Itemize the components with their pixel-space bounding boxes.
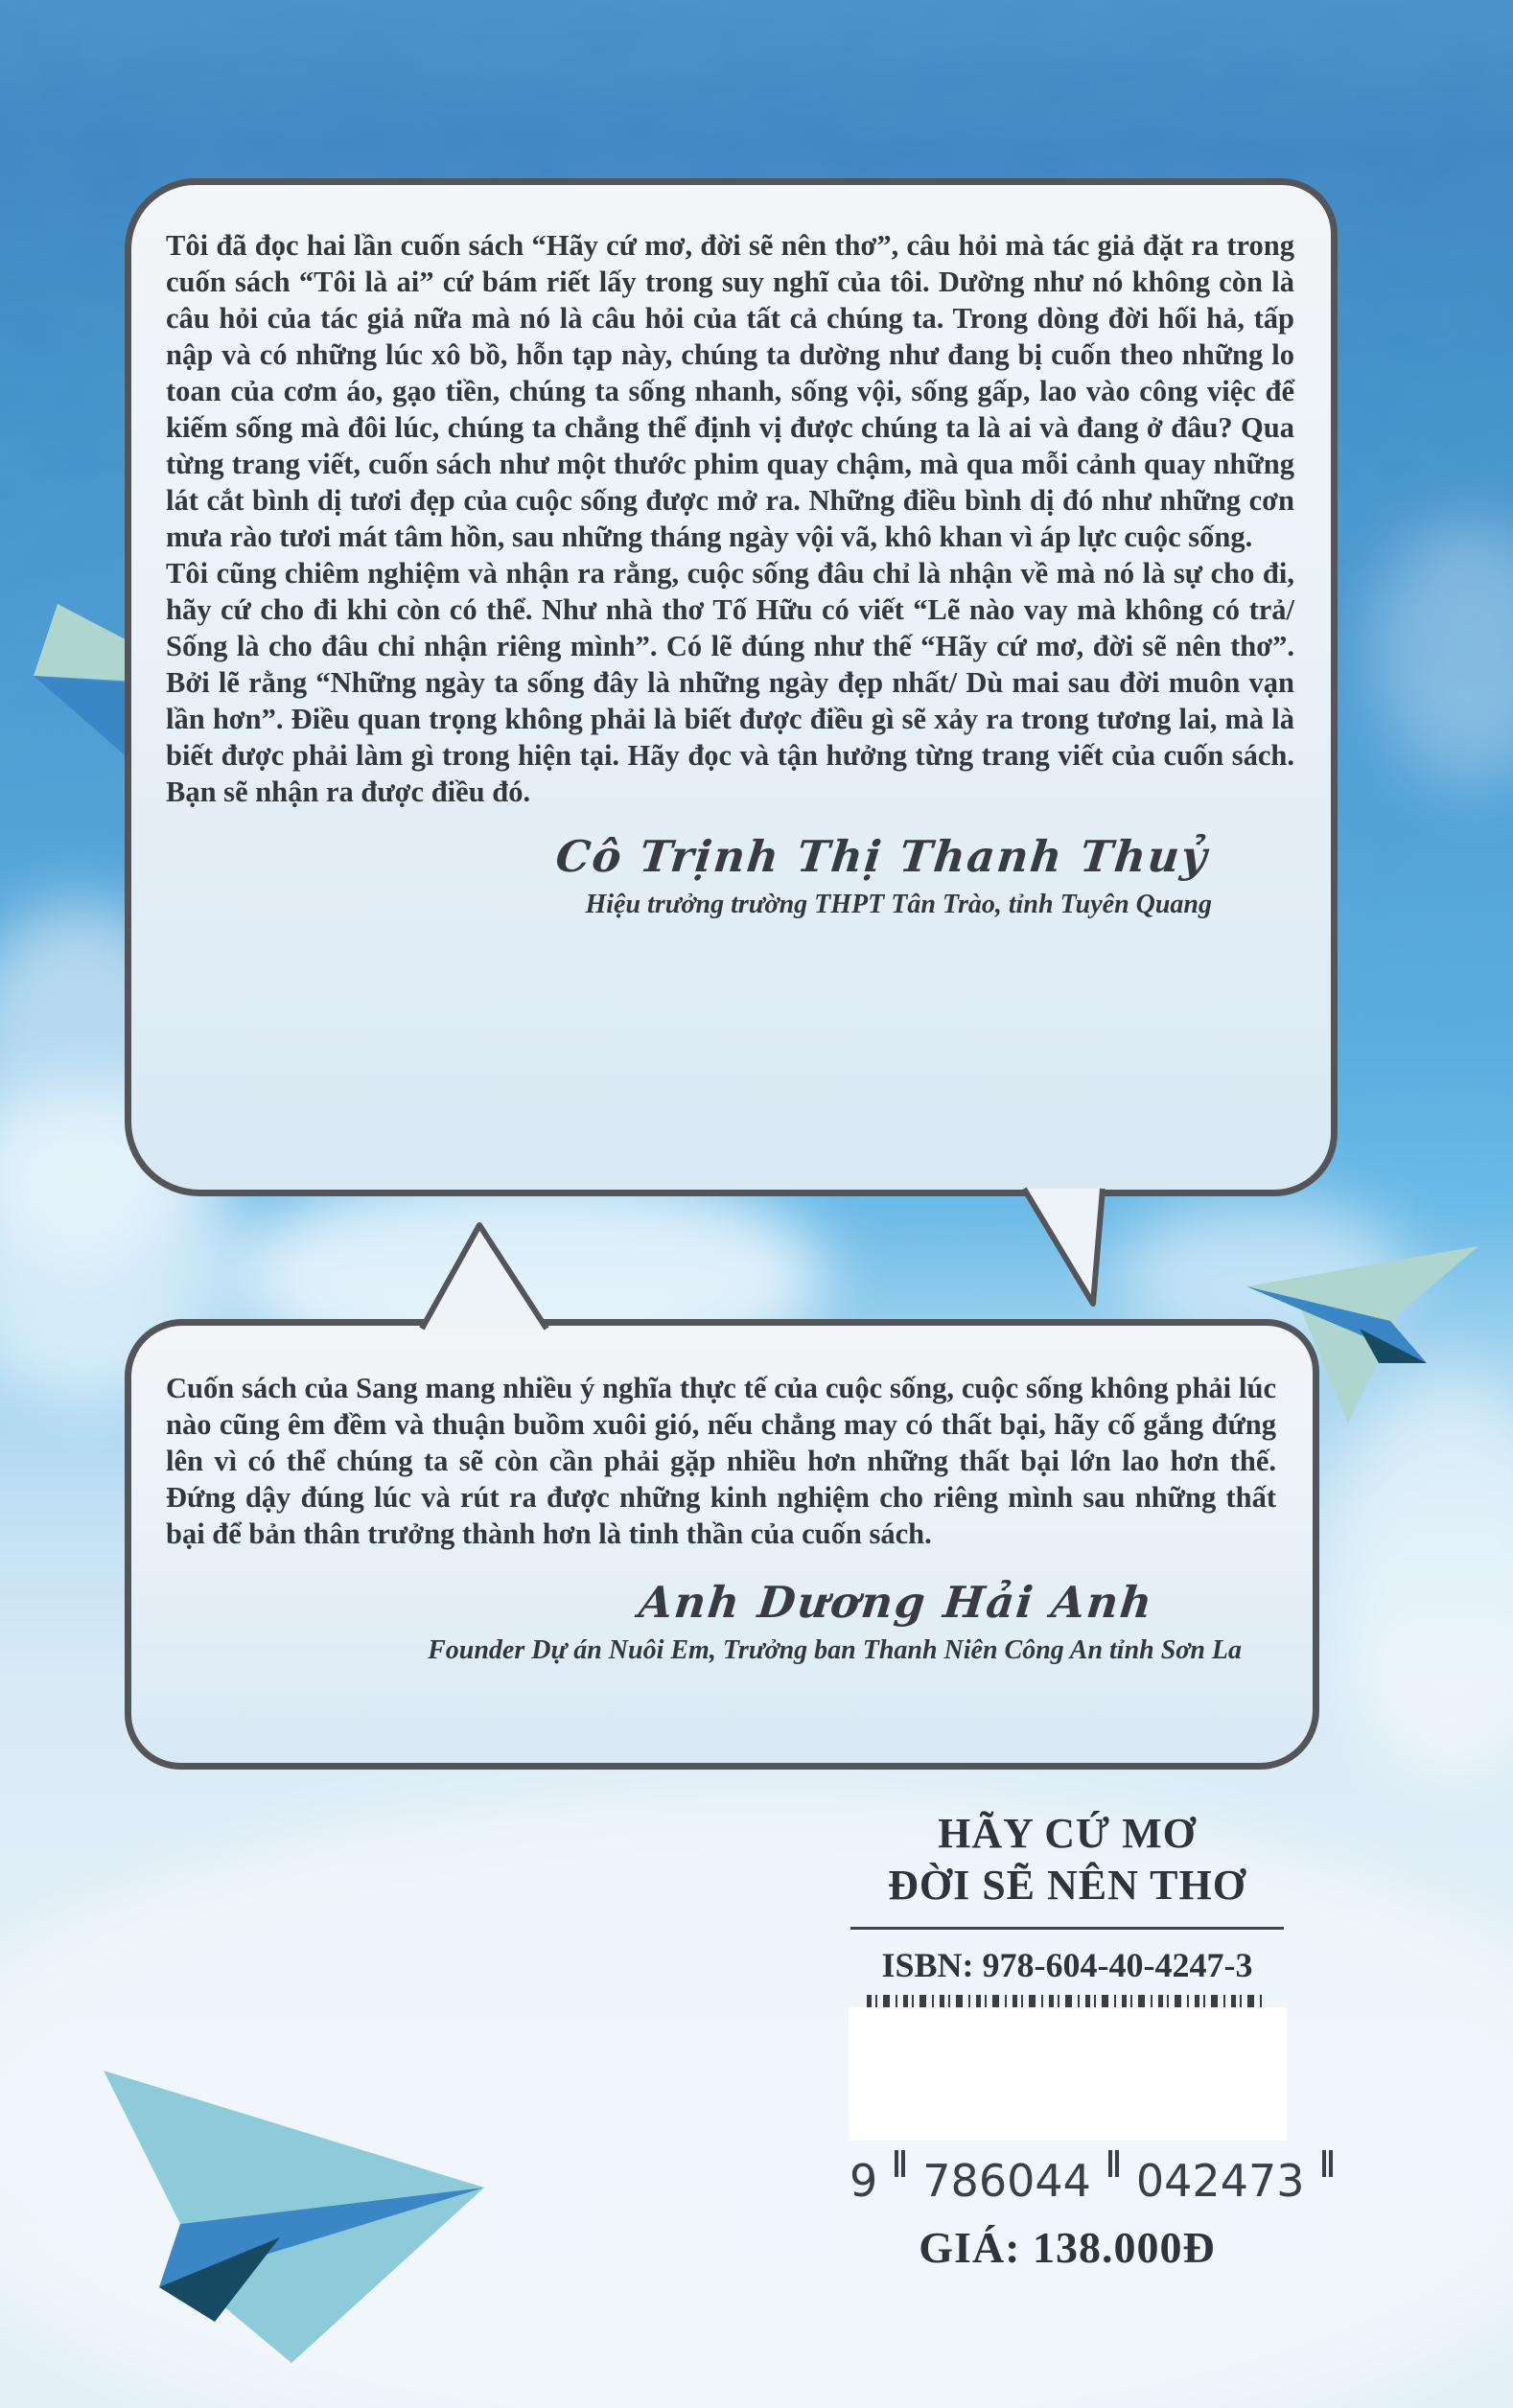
testimonial-1-paragraph-1: Tôi đã đọc hai lần cuốn sách “Hãy cứ mơ, đời sẽ nên thơ”, câu hỏi mà tác giả đặt ra trong cuốn sách “Tôi là ai” cứ bám riết lấy trong suy nghĩ của tôi. Dường như nó không còn là câu hỏi của tác giả nữa mà nó là câu hỏi của tất cả chúng ta. Trong dòng đời hối hả, tấp nập và có những lúc xô bồ, hỗn tạp này, chúng ta dường như đang bị cuốn theo những lo toan của cơm áo, gạo tiền, chúng ta sống nhanh, sống vội, sống gấp, lao vào công việc để kiếm sống mà đôi lúc, chúng ta chẳng thể định vị được chúng ta là ai và đang ở đâu? Qua từng trang viết, cuốn sách như một thước phim quay chậm, mà qua mỗi cảnh quay những lát cắt bình dị tươi đẹp của cuộc sống được mở ra. Những điều bình dị đó như những cơn mưa rào tươi mát tâm hồn, sau những tháng ngày vội vã, khô khan vì áp lực cuộc sống.	[166, 229, 1294, 553]
testimonial-1-signature-title: Hiệu trưởng trường THPT Tân Trào, tỉnh Tuyên Quang	[585, 890, 1212, 919]
book-title-line2: ĐỜI SẼ NÊN THƠ	[888, 1862, 1246, 1909]
price-text: GIÁ: 138.000Đ	[919, 2223, 1216, 2272]
barcode-top-bars	[867, 1995, 1268, 2007]
testimonial-2-paragraph: Cuốn sách của Sang mang nhiều ý nghĩa thực tế của cuộc sống, cuộc sống không phải lúc nào cũng êm đềm và thuận buồm xuôi gió, nếu chẳng may có thất bại, hãy cố gắng đứng lên vì có thể chúng ta sẽ còn cần phải gặp nhiều hơn những thất bại lớn lao hơn thế. Đứng dậy đúng lúc và rút ra được những kinh nghiệm cho riêng mình sau những thất bại để bản thân trưởng thành hơn là tinh thần của cuốn sách.	[166, 1372, 1276, 1550]
testimonial-2-signature: Anh Dương Hải Anh	[636, 1577, 1156, 1628]
ean-guard-bar	[1322, 2150, 1333, 2177]
ean-number	[844, 2150, 1305, 2207]
ean-group-1: 786044	[922, 2155, 1091, 2207]
bubble-1-tail	[1014, 1187, 1120, 1307]
testimonial-1-signature: Cô Trịnh Thị Thanh Thuỷ	[553, 831, 1211, 882]
testimonial-2-signature-title: Founder Dự án Nuôi Em, Trưởng ban Thanh Niên Công An tỉnh Sơn La	[428, 1635, 1242, 1665]
isbn-text: ISBN: 978-604-40-4247-3	[881, 1946, 1253, 1984]
bubble-2-tail	[410, 1217, 554, 1331]
paper-airplane-icon	[38, 2032, 499, 2363]
divider-line	[850, 1927, 1284, 1930]
testimonial-1-paragraph-2: Tôi cũng chiêm nghiệm và nhận ra rằng, cuộc sống đâu chỉ là nhận về mà nó là sự cho đi, hãy cứ cho đi khi còn có thể. Như nhà thơ Tố Hữu có viết “Lẽ nào vay mà không có trả/ Sống là cho đâu chỉ nhận riêng mình”. Có lẽ đúng như thế “Hãy cứ mơ, đời sẽ nên thơ”. Bởi lẽ rằng “Những ngày ta sống đây là những ngày đẹp nhất/ Dù mai sau đời muôn vạn lần hơn”. Điều quan trọng không phải là biết được điều gì sẽ xảy ra trong tương lai, mà là biết được phải làm gì trong hiện tại. Hãy đọc và tận hưởng từng trang viết của cuốn sách. Bạn sẽ nhận ra được điều đó.	[166, 557, 1294, 808]
isbn-block	[844, 1806, 1305, 2273]
ean-group-2: 042473	[1135, 2155, 1305, 2207]
airplane-wing	[1246, 1246, 1478, 1321]
testimonial-bubble-2	[125, 1319, 1319, 1770]
ean-guard-bar	[1108, 2150, 1119, 2177]
barcode-white-box	[849, 2007, 1287, 2141]
ean-guard-bar	[895, 2150, 905, 2177]
book-title-line1: HÃY CỨ MƠ	[938, 1810, 1197, 1857]
ean-first-digit: 9	[850, 2155, 878, 2207]
testimonial-bubble-1	[125, 178, 1338, 1196]
